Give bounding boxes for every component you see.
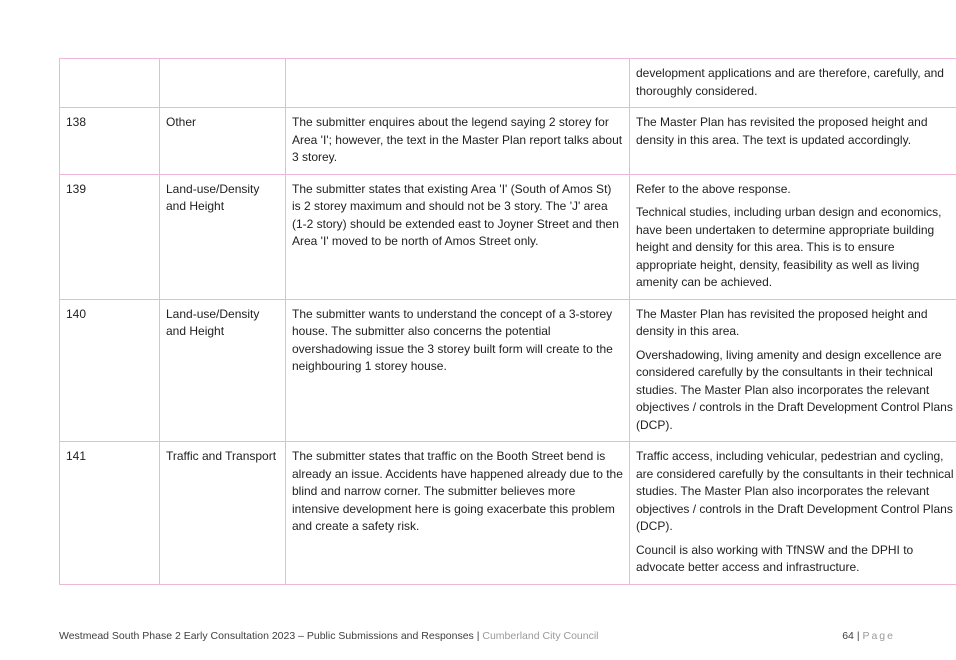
response-paragraph: Refer to the above response. (636, 181, 791, 196)
response-paragraph: Overshadowing, living amenity and design excellence are considered carefully by the consultants in their technical studies. The Master Plan also incorporates the relevant objectives / controls in the Draft Development Control Plans (DCP). (636, 347, 953, 432)
page-footer (59, 630, 895, 642)
response-paragraph: Council is also working with TfNSW and the DPHI to advocate better access and infrastructure. (636, 542, 914, 574)
table-row (60, 442, 956, 585)
response-cell (630, 108, 956, 175)
submission-topic: Land-use/Density and Height (160, 174, 286, 299)
submission-id: 139 (60, 174, 160, 299)
submissions-table (59, 58, 956, 585)
page-separator: | (856, 630, 860, 642)
submission-topic: Land-use/Density and Height (160, 299, 286, 442)
response-cell (630, 59, 956, 108)
footer-document-title: Westmead South Phase 2 Early Consultation 2023 – Public Submissions and Responses (59, 630, 474, 642)
page-word: Page (862, 630, 895, 642)
submission-text: The submitter enquires about the legend saying 2 storey for Area 'I'; however, the text in the Master Plan report talks about 3 storey. (286, 108, 630, 175)
footer-separator: | (476, 630, 480, 642)
submission-text (286, 59, 630, 108)
page-number: 64 (842, 630, 854, 642)
response-paragraph: development applications and are therefore, carefully, and thoroughly considered. (636, 66, 944, 98)
submission-text: The submitter states that existing Area 'I' (South of Amos St) is 2 storey maximum and should not be 3 story. The 'J' area (1-2 story) should be extended east to Joyner Street and then Area 'I' moved to be north of Amos Street only. (286, 174, 630, 299)
response-paragraph: The Master Plan has revisited the proposed height and density in this area. (636, 306, 928, 338)
submission-topic: Other (160, 108, 286, 175)
submission-id (60, 59, 160, 108)
table-row (60, 299, 956, 442)
table-row (60, 108, 956, 175)
submission-topic (160, 59, 286, 108)
submission-text: The submitter states that traffic on the Booth Street bend is already an issue. Accidents have happened already due to the blind and narrow corner. The submitter believes more intensive development here is going exacerbate this problem and create a safety risk. (286, 442, 630, 585)
submission-topic: Traffic and Transport (160, 442, 286, 585)
response-cell (630, 442, 956, 585)
response-cell (630, 174, 956, 299)
submission-id: 138 (60, 108, 160, 175)
table-row (60, 59, 956, 108)
response-cell (630, 299, 956, 442)
submission-text: The submitter wants to understand the concept of a 3-storey house. The submitter also concerns the potential overshadowing issue the 3 storey built form will create to the neighbouring 1 storey house. (286, 299, 630, 442)
page-indicator (842, 630, 895, 642)
footer-organisation: Cumberland City Council (482, 630, 599, 642)
submission-id: 140 (60, 299, 160, 442)
response-paragraph: Technical studies, including urban design and economics, have been undertaken to determine appropriate building height and density for this area. This is to ensure appropriate height, density, feasibility as well as living amenity can be achieved. (636, 205, 942, 289)
submission-id: 141 (60, 442, 160, 585)
response-paragraph: Traffic access, including vehicular, pedestrian and cycling, are considered carefully by the consultants in their technical studies. The Master Plan also incorporates the relevant objectives / controls in the Draft Development Control Plans (DCP). (636, 449, 954, 533)
table-row (60, 174, 956, 299)
response-paragraph: The Master Plan has revisited the proposed height and density in this area. The text is updated accordingly. (636, 115, 928, 147)
